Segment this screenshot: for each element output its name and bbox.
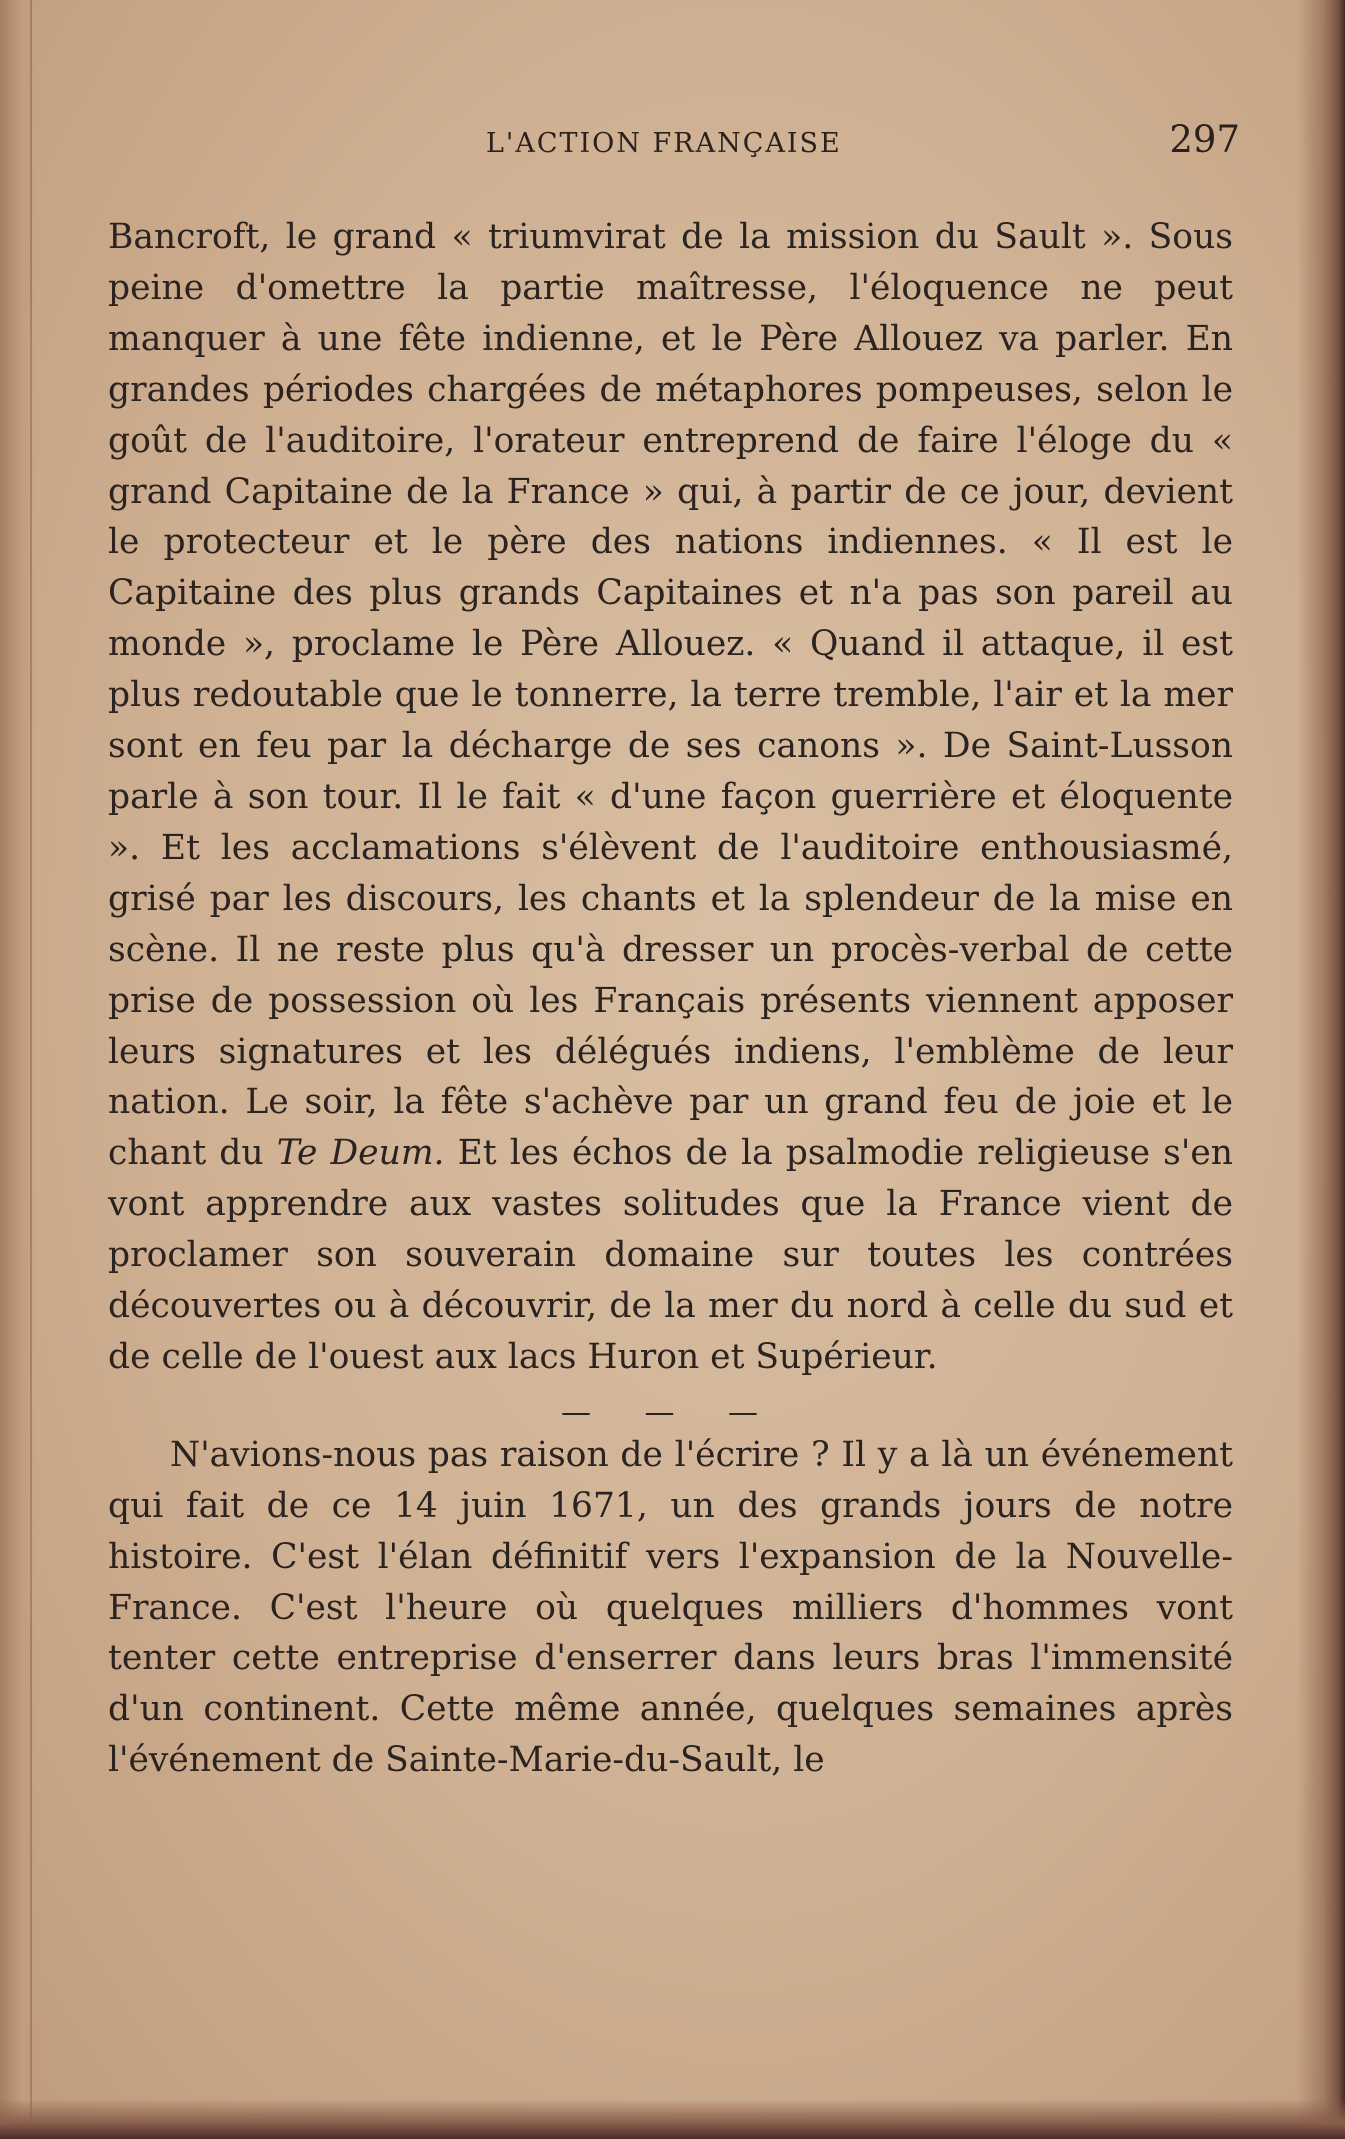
paragraph-1-end: Et les échos de la psalmodie religieuse s'en vont apprendre aux vastes solitudes que la France vient de proclamer son souverain domaine sur toutes les contrées découvertes ou à découvrir, de la mer du nord à celle du sud et de celle de l'ouest aux lacs Huron et Supérieur. — [108, 1133, 1233, 1377]
te-deum-italic: Te Deum. — [276, 1133, 445, 1174]
section-separator: — — — — [560, 1394, 781, 1430]
page-header — [110, 118, 1240, 168]
page-bottom-edge — [0, 2099, 1345, 2139]
paragraph-1 — [108, 212, 1233, 1383]
body-text — [108, 212, 1233, 1786]
running-title: L'ACTION FRANÇAISE — [486, 128, 842, 159]
page-right-edge — [1297, 0, 1345, 2139]
page-number: 297 — [1169, 118, 1240, 161]
paragraph-1-text: Bancroft, le grand « triumvirat de la mission du Sault ». Sous peine d'omettre la partie maîtresse, l'éloquence ne peut manquer à une fête indienne, et le Père Allouez va parler. En grandes périodes chargées de métaphores pompeuses, selon le goût de l'auditoire, l'orateur entreprend de faire l'éloge du « grand Capitaine de la France » qui, à partir de ce jour, devient le protecteur et le père des nations indiennes. « Il est le Capitaine des plus grands Capitaines et n'a pas son pareil au monde », proclame le Père Allouez. « Quand il attaque, il est plus redoutable que le tonnerre, la terre tremble, l'air et la mer sont en feu par la décharge de ses canons ». De Saint-Lusson parle à son tour. Il le fait « d'une façon guerrière et éloquente ». Et les acclamations s'élèvent de l'auditoire enthousiasmé, grisé par les discours, les chants et la splendeur de la mise en scène. Il ne reste plus qu'à dresser un procès-verbal de cette prise de possession où les Français présents viennent apposer leurs signatures et les délégués indiens, l'emblème de leur nation. Le soir, la fête s'achève par un grand feu de joie et le chant du — [108, 217, 1233, 1174]
binding-crease — [30, 0, 32, 2139]
paragraph-2: N'avions-nous pas raison de l'écrire ? Il y a là un événement qui fait de ce 14 juin 1671, un des grands jours de notre histoire. C'est l'élan définitif vers l'expansion de la Nouvelle-France. C'est l'heure où quelques milliers d'hommes vont tenter cette entreprise d'enserrer dans leurs bras l'immensité d'un continent. Cette même année, quelques semaines après l'événement de Sainte-Marie-du-Sault, le — [108, 1434, 1233, 1781]
